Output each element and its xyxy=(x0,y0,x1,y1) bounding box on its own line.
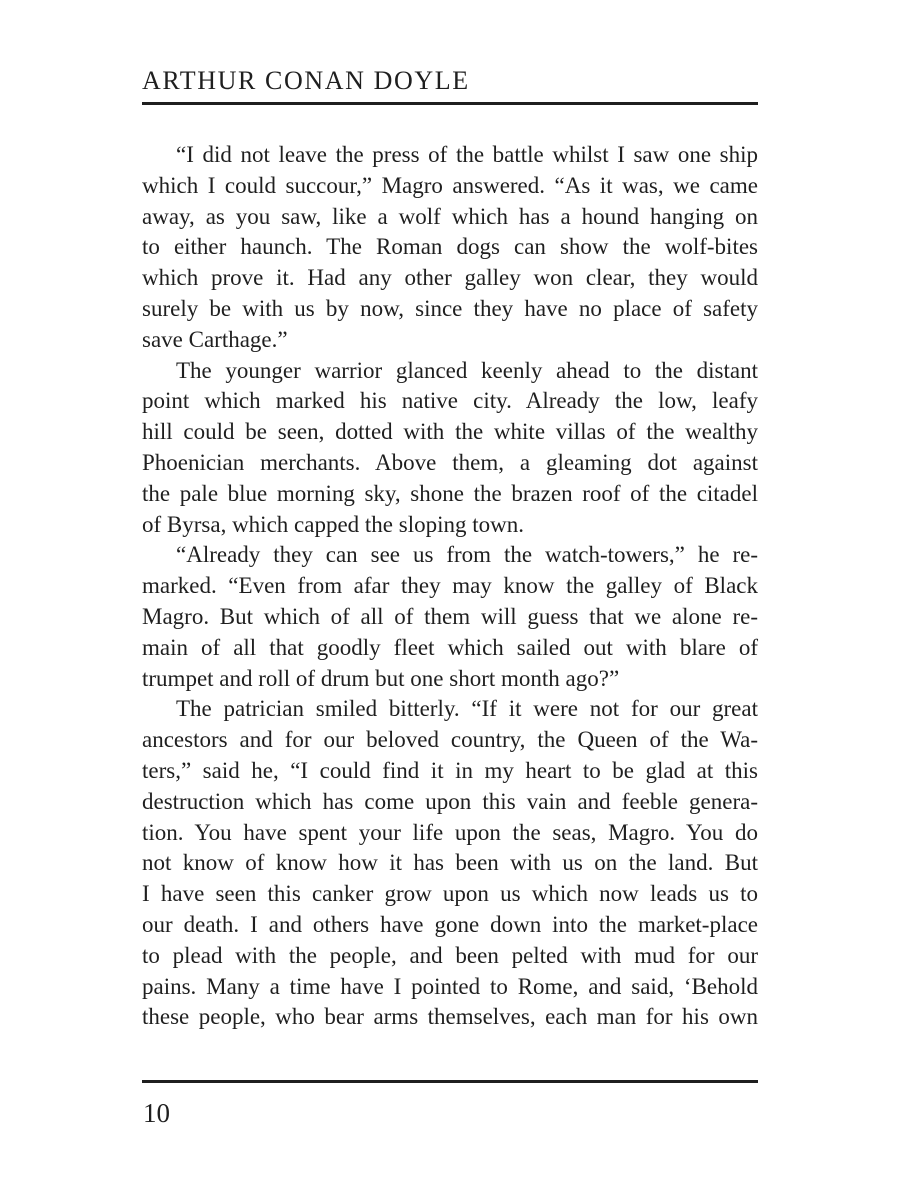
page-body xyxy=(142,140,758,1033)
page-number: 10 xyxy=(143,1098,170,1128)
text-line: Phoenician merchants. Above them, a gleaming dot against xyxy=(142,449,758,475)
text-line: Magro. But which of all of them will guess that we alone re- xyxy=(142,603,758,629)
text-line: our death. I and others have gone down into the market-place xyxy=(142,911,758,937)
text-line: “Already they can see us from the watch-towers,” he re- xyxy=(176,542,758,568)
text-line: of Byrsa, which capped the sloping town. xyxy=(142,511,524,537)
text-line: ancestors and for our beloved country, the Queen of the Wa- xyxy=(142,727,758,753)
running-head-author: ARTHUR CONAN DOYLE xyxy=(142,66,470,95)
text-line: trumpet and roll of drum but one short month ago?” xyxy=(142,665,620,691)
text-line: pains. Many a time have I pointed to Rome, and said, ‘Behold xyxy=(142,973,758,999)
footer-rule xyxy=(142,1080,758,1083)
text-line: main of all that goodly fleet which sailed out with blare of xyxy=(142,634,758,660)
text-line: the pale blue morning sky, shone the brazen roof of the citadel xyxy=(142,480,758,506)
text-line: “I did not leave the press of the battle whilst I saw one ship xyxy=(176,142,758,167)
text-line: not know of know how it has been with us on the land. But xyxy=(142,850,758,876)
text-line: which prove it. Had any other galley won clear, they would xyxy=(142,265,758,291)
text-line: point which marked his native city. Already the low, leafy xyxy=(142,388,758,414)
text-line: marked. “Even from afar they may know the galley of Black xyxy=(142,573,758,599)
text-line: ters,” said he, “I could find it in my heart to be glad at this xyxy=(142,757,758,783)
text-line: to either haunch. The Roman dogs can show the wolf-bites xyxy=(142,234,758,260)
running-header xyxy=(142,62,758,105)
text-line: destruction which has come upon this vain and feeble genera- xyxy=(142,788,758,814)
text-line: save Carthage.” xyxy=(142,326,288,352)
text-line: hill could be seen, dotted with the white villas of the wealthy xyxy=(142,419,758,445)
text-line: The younger warrior glanced keenly ahead to the distant xyxy=(176,357,758,383)
text-line: to plead with the people, and been pelted with mud for our xyxy=(142,942,758,968)
text-line: these people, who bear arms themselves, each man for his own xyxy=(142,1004,758,1030)
text-line: The patrician smiled bitterly. “If it were not for our great xyxy=(176,696,758,722)
text-line: tion. You have spent your life upon the seas, Magro. You do xyxy=(142,819,758,845)
text-line: which I could succour,” Magro answered. “As it was, we came xyxy=(142,172,758,198)
text-line: surely be with us by now, since they have no place of safety xyxy=(142,295,758,321)
text-line: away, as you saw, like a wolf which has a hound hanging on xyxy=(142,203,758,229)
text-line: I have seen this canker grow upon us which now leads us to xyxy=(142,881,758,907)
